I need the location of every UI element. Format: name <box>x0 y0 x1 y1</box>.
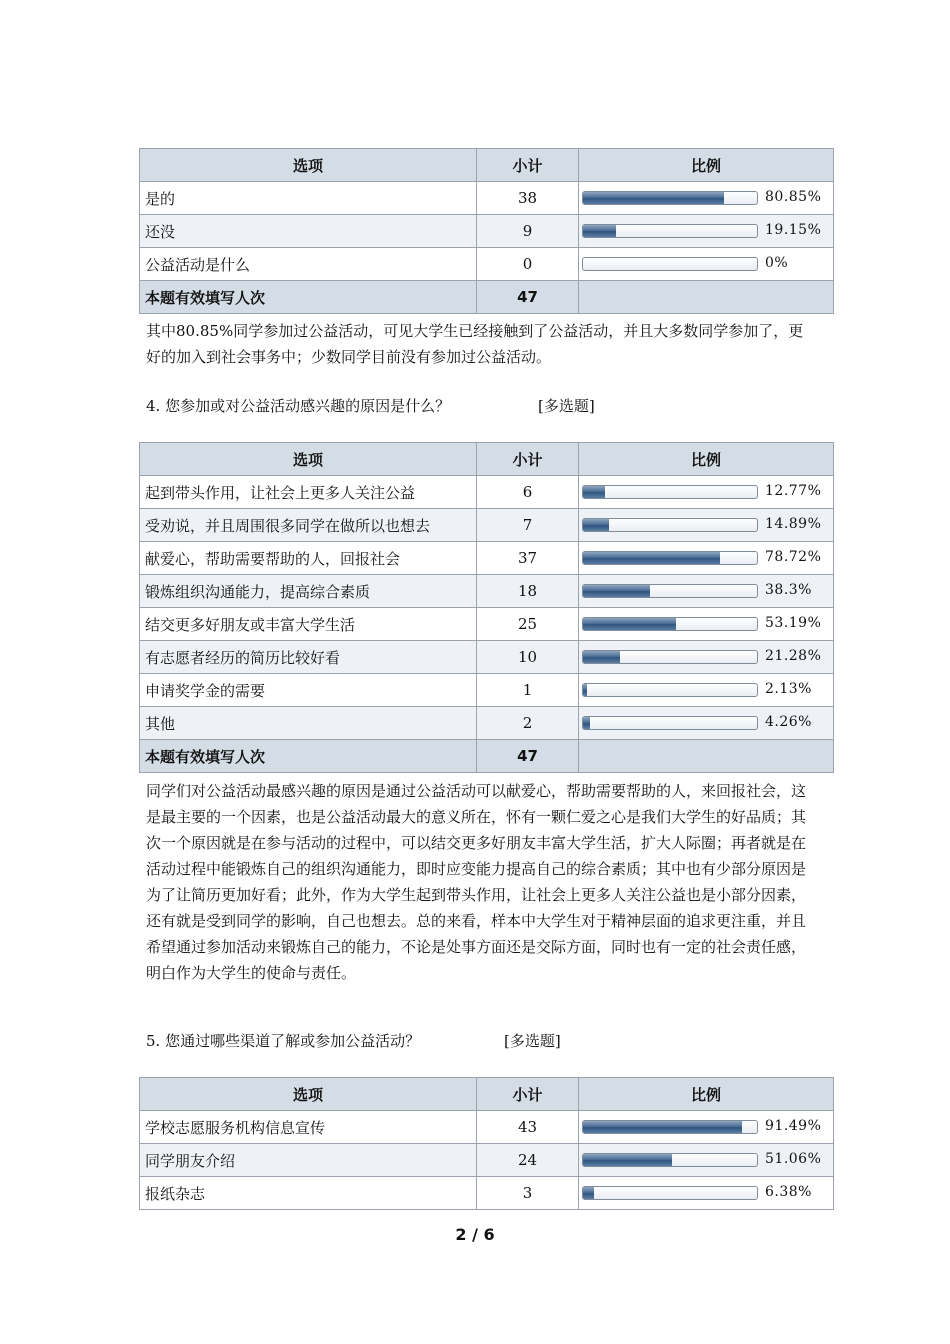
q4-table-body <box>140 476 834 773</box>
progress-bar-fill <box>583 717 590 729</box>
header-count: 小计 <box>477 1078 579 1111</box>
option-label: 献爱心，帮助需要帮助的人，回报社会 <box>140 542 477 575</box>
q5-table-body <box>140 1111 834 1210</box>
progress-bar <box>582 257 758 271</box>
progress-bar <box>582 617 758 631</box>
progress-bar-fill <box>583 519 609 531</box>
table-header-row <box>140 1078 834 1111</box>
table-row <box>140 182 834 215</box>
option-label: 锻炼组织沟通能力，提高综合素质 <box>140 575 477 608</box>
header-option: 选项 <box>140 443 477 476</box>
option-count: 2 <box>477 707 579 740</box>
table-row <box>140 707 834 740</box>
progress-bar <box>582 683 758 697</box>
header-option: 选项 <box>140 149 477 182</box>
ratio-cell <box>579 674 834 707</box>
header-ratio: 比例 <box>579 1078 834 1111</box>
ratio-cell <box>579 509 834 542</box>
ratio-percent: 6.38% <box>765 1184 812 1200</box>
progress-bar-fill <box>583 1154 672 1166</box>
ratio-cell <box>579 608 834 641</box>
total-label: 本题有效填写人次 <box>140 281 477 314</box>
table-row <box>140 248 834 281</box>
table-row <box>140 674 834 707</box>
progress-bar-fill <box>583 1187 594 1199</box>
ratio-percent: 4.26% <box>765 714 812 730</box>
table-row <box>140 542 834 575</box>
progress-bar <box>582 1186 758 1200</box>
option-label: 报纸杂志 <box>140 1177 477 1210</box>
table-row <box>140 215 834 248</box>
progress-bar <box>582 485 758 499</box>
progress-bar-fill <box>583 486 605 498</box>
header-count: 小计 <box>477 443 579 476</box>
option-count: 9 <box>477 215 579 248</box>
progress-bar <box>582 584 758 598</box>
header-ratio: 比例 <box>579 149 834 182</box>
q3-table-body <box>140 182 834 314</box>
q3-summary: 其中80.85%同学参加过公益活动，可见大学生已经接触到了公益活动，并且大多数同学参加了，更好的加入到社会事务中；少数同学目前没有参加过公益活动。 <box>146 322 804 366</box>
ratio-percent: 19.15% <box>765 222 822 238</box>
ratio-cell <box>579 476 834 509</box>
option-count: 25 <box>477 608 579 641</box>
ratio-cell <box>579 1144 834 1177</box>
progress-bar-fill <box>583 1121 742 1133</box>
q4-summary: 同学们对公益活动最感兴趣的原因是通过公益活动可以献爱心，帮助需要帮助的人，来回报社会，这是最主要的一个因素，也是公益活动最大的意义所在，怀有一颗仁爱之心是我们大学生的好品质；其次一个原因就是在参与活动的过程中，可以结交更多好朋友丰富大学生活，扩大人际圈；再者就是在活动过程中能锻炼自己的组织沟通能力，即时应变能力提高自己的综合素质；其中也有少部分原因是为了让简历更加好看；此外，作为大学生起到带头作用，让社会上更多人关注公益也是小部分因素，还有就是受到同学的影响，自己也想去。总的来看，样本中大学生对于精神层面的追求更注重，并且希望通过参加活动来锻炼自己的能力，不论是处事方面还是交际方面，同时也有一定的社会责任感，明白作为大学生的使命与责任。 <box>146 782 807 982</box>
ratio-percent: 21.28% <box>765 648 822 664</box>
q3-results-table <box>139 148 834 314</box>
q5-results-table <box>139 1077 834 1210</box>
option-label: 是的 <box>140 182 477 215</box>
option-count: 7 <box>477 509 579 542</box>
ratio-cell <box>579 707 834 740</box>
table-row <box>140 509 834 542</box>
ratio-cell <box>579 542 834 575</box>
progress-bar <box>582 551 758 565</box>
total-count: 47 <box>477 281 579 314</box>
total-empty-cell <box>579 281 834 314</box>
progress-bar <box>582 1153 758 1167</box>
option-count: 38 <box>477 182 579 215</box>
progress-bar-fill <box>583 618 676 630</box>
header-ratio: 比例 <box>579 443 834 476</box>
option-label: 学校志愿服务机构信息宣传 <box>140 1111 477 1144</box>
ratio-percent: 14.89% <box>765 516 822 532</box>
ratio-cell <box>579 1177 834 1210</box>
option-label: 有志愿者经历的简历比较好看 <box>140 641 477 674</box>
total-label: 本题有效填写人次 <box>140 740 477 773</box>
progress-bar-fill <box>583 552 720 564</box>
ratio-percent: 0% <box>765 255 789 271</box>
progress-bar <box>582 716 758 730</box>
ratio-cell <box>579 215 834 248</box>
option-count: 3 <box>477 1177 579 1210</box>
ratio-cell <box>579 641 834 674</box>
q5-title: 5. 您通过哪些渠道了解或参加公益活动？ <box>146 1032 421 1050</box>
total-row <box>140 740 834 773</box>
option-count: 6 <box>477 476 579 509</box>
page-number: 2 / 6 <box>455 1225 495 1244</box>
option-label: 其他 <box>140 707 477 740</box>
q5-question <box>146 1030 561 1051</box>
q4-results-table <box>139 442 834 773</box>
option-count: 18 <box>477 575 579 608</box>
option-label: 结交更多好朋友或丰富大学生活 <box>140 608 477 641</box>
q5-multi-choice-tag: [多选题] <box>504 1032 561 1050</box>
total-count: 47 <box>477 740 579 773</box>
option-count: 43 <box>477 1111 579 1144</box>
ratio-cell <box>579 182 834 215</box>
table-row <box>140 575 834 608</box>
header-option: 选项 <box>140 1078 477 1111</box>
option-label: 受劝说，并且周围很多同学在做所以也想去 <box>140 509 477 542</box>
progress-bar <box>582 1120 758 1134</box>
progress-bar <box>582 191 758 205</box>
option-label: 公益活动是什么 <box>140 248 477 281</box>
option-label: 起到带头作用，让社会上更多人关注公益 <box>140 476 477 509</box>
ratio-percent: 91.49% <box>765 1118 822 1134</box>
ratio-cell <box>579 575 834 608</box>
option-count: 10 <box>477 641 579 674</box>
ratio-percent: 12.77% <box>765 483 822 499</box>
progress-bar <box>582 518 758 532</box>
table-row <box>140 608 834 641</box>
option-label: 还没 <box>140 215 477 248</box>
progress-bar <box>582 650 758 664</box>
progress-bar-fill <box>583 684 587 696</box>
progress-bar-fill <box>583 585 650 597</box>
ratio-percent: 53.19% <box>765 615 822 631</box>
option-count: 0 <box>477 248 579 281</box>
option-label: 申请奖学金的需要 <box>140 674 477 707</box>
ratio-percent: 38.3% <box>765 582 812 598</box>
ratio-percent: 78.72% <box>765 549 822 565</box>
table-header-row <box>140 149 834 182</box>
q4-question <box>146 395 595 416</box>
progress-bar-fill <box>583 651 620 663</box>
option-count: 1 <box>477 674 579 707</box>
ratio-percent: 2.13% <box>765 681 812 697</box>
option-label: 同学朋友介绍 <box>140 1144 477 1177</box>
progress-bar <box>582 224 758 238</box>
table-row <box>140 1111 834 1144</box>
ratio-cell <box>579 1111 834 1144</box>
table-row <box>140 1177 834 1210</box>
ratio-percent: 51.06% <box>765 1151 822 1167</box>
table-row <box>140 641 834 674</box>
progress-bar-fill <box>583 192 724 204</box>
ratio-percent: 80.85% <box>765 189 822 205</box>
table-header-row <box>140 443 834 476</box>
total-row <box>140 281 834 314</box>
total-empty-cell <box>579 740 834 773</box>
option-count: 24 <box>477 1144 579 1177</box>
ratio-cell <box>579 248 834 281</box>
table-row <box>140 1144 834 1177</box>
q4-multi-choice-tag: [多选题] <box>538 397 595 415</box>
q4-title: 4. 您参加或对公益活动感兴趣的原因是什么？ <box>146 397 451 415</box>
progress-bar-fill <box>583 225 616 237</box>
table-row <box>140 476 834 509</box>
option-count: 37 <box>477 542 579 575</box>
header-count: 小计 <box>477 149 579 182</box>
